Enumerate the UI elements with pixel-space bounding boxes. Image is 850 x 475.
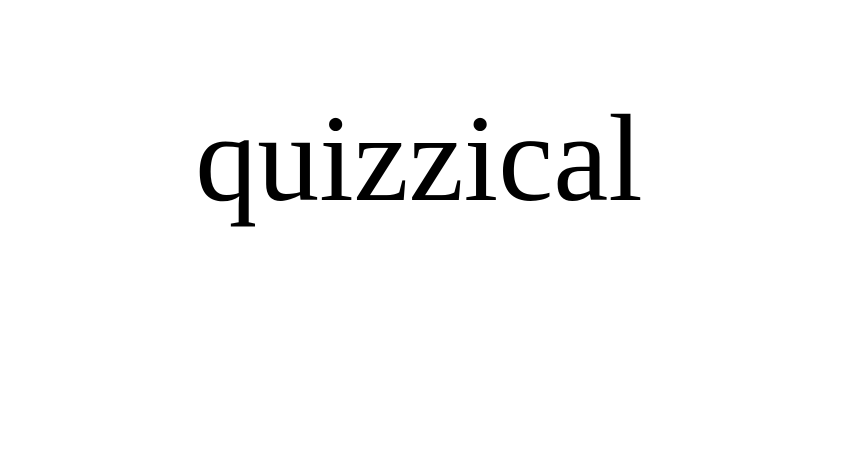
- displayed-word: quizzical: [195, 90, 643, 227]
